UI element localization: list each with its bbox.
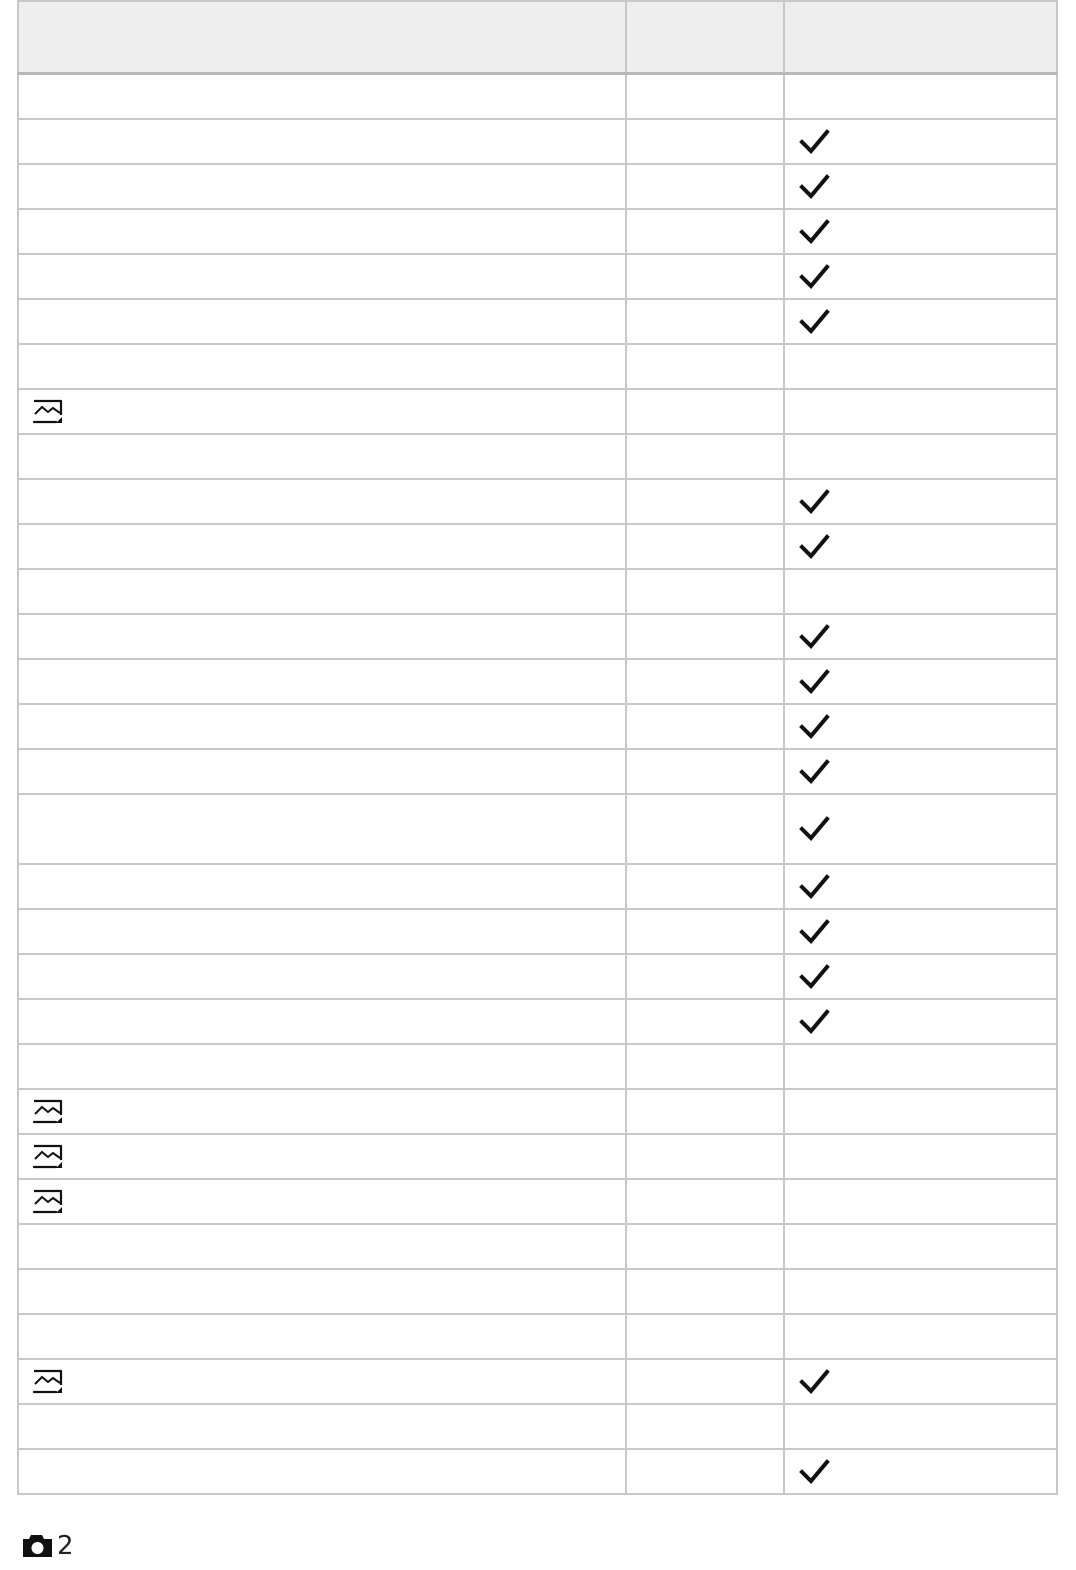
checkmark-icon	[799, 623, 831, 651]
table-row	[18, 614, 1057, 659]
setting-name-cell	[18, 1089, 626, 1134]
setting-name-cell	[18, 299, 626, 344]
table-row	[18, 1224, 1057, 1269]
checkmark-icon	[799, 263, 831, 291]
table-body	[18, 74, 1057, 1495]
check-cell	[784, 389, 1057, 434]
checkmark-icon	[799, 488, 831, 516]
table-row	[18, 1134, 1057, 1179]
check-cell	[784, 119, 1057, 164]
photo-edit-icon	[32, 1144, 64, 1170]
setting-name-cell	[18, 74, 626, 120]
photo-edit-icon	[32, 1189, 64, 1215]
check-cell	[784, 1089, 1057, 1134]
table-row	[18, 1179, 1057, 1224]
check-cell	[784, 1314, 1057, 1359]
value-cell	[626, 479, 784, 524]
setting-name-cell	[18, 1224, 626, 1269]
setting-name-cell	[18, 1134, 626, 1179]
checkmark-icon	[799, 668, 831, 696]
section-heading	[21, 1532, 74, 1560]
setting-name-cell	[18, 1044, 626, 1089]
value-cell	[626, 434, 784, 479]
setting-name-cell	[18, 389, 626, 434]
table-row	[18, 1269, 1057, 1314]
check-cell	[784, 1179, 1057, 1224]
table-row	[18, 864, 1057, 909]
setting-name-cell	[18, 1449, 626, 1494]
value-cell	[626, 254, 784, 299]
settings-table	[17, 0, 1058, 1495]
value-cell	[626, 954, 784, 999]
check-cell	[784, 794, 1057, 864]
check-cell	[784, 999, 1057, 1044]
value-cell	[626, 704, 784, 749]
value-cell	[626, 999, 784, 1044]
checkmark-icon	[799, 128, 831, 156]
value-cell	[626, 794, 784, 864]
setting-name-cell	[18, 569, 626, 614]
table-row	[18, 479, 1057, 524]
setting-name-cell	[18, 1179, 626, 1224]
table-row	[18, 999, 1057, 1044]
checkmark-icon	[799, 173, 831, 201]
value-cell	[626, 1269, 784, 1314]
check-cell	[784, 164, 1057, 209]
table-row	[18, 569, 1057, 614]
check-cell	[784, 614, 1057, 659]
value-cell	[626, 389, 784, 434]
setting-name-cell	[18, 524, 626, 569]
table-row	[18, 909, 1057, 954]
value-cell	[626, 1404, 784, 1449]
setting-name-cell	[18, 749, 626, 794]
table-row	[18, 254, 1057, 299]
photo-edit-icon	[32, 399, 64, 425]
check-cell	[784, 1134, 1057, 1179]
check-cell	[784, 524, 1057, 569]
check-cell	[784, 209, 1057, 254]
check-cell	[784, 569, 1057, 614]
check-cell	[784, 749, 1057, 794]
setting-name-cell	[18, 119, 626, 164]
setting-name-cell	[18, 1404, 626, 1449]
setting-name-cell	[18, 479, 626, 524]
value-cell	[626, 569, 784, 614]
table-row	[18, 1359, 1057, 1404]
setting-name-cell	[18, 794, 626, 864]
check-cell	[784, 1404, 1057, 1449]
setting-name-cell	[18, 864, 626, 909]
check-cell	[784, 1359, 1057, 1404]
value-cell	[626, 909, 784, 954]
table-row	[18, 119, 1057, 164]
table-row	[18, 749, 1057, 794]
table-row	[18, 74, 1057, 120]
setting-name-cell	[18, 254, 626, 299]
value-cell	[626, 1314, 784, 1359]
value-cell	[626, 74, 784, 120]
setting-name-cell	[18, 659, 626, 704]
check-cell	[784, 1449, 1057, 1494]
table-row	[18, 524, 1057, 569]
table-row	[18, 1044, 1057, 1089]
value-cell	[626, 524, 784, 569]
value-cell	[626, 164, 784, 209]
table-row	[18, 794, 1057, 864]
value-cell	[626, 614, 784, 659]
photo-edit-icon	[32, 1099, 64, 1125]
checkmark-icon	[799, 1458, 831, 1486]
value-cell	[626, 119, 784, 164]
camera-icon	[21, 1532, 55, 1560]
header-col-2	[626, 1, 784, 74]
setting-name-cell	[18, 1359, 626, 1404]
checkmark-icon	[799, 918, 831, 946]
check-cell	[784, 954, 1057, 999]
table-row	[18, 209, 1057, 254]
header-col-3	[784, 1, 1057, 74]
check-cell	[784, 864, 1057, 909]
checkmark-icon	[799, 713, 831, 741]
value-cell	[626, 344, 784, 389]
table-header-row	[18, 1, 1057, 74]
table-row	[18, 299, 1057, 344]
value-cell	[626, 1089, 784, 1134]
table-row	[18, 344, 1057, 389]
value-cell	[626, 659, 784, 704]
value-cell	[626, 1224, 784, 1269]
setting-name-cell	[18, 909, 626, 954]
table-row	[18, 954, 1057, 999]
setting-name-cell	[18, 704, 626, 749]
checkmark-icon	[799, 963, 831, 991]
value-cell	[626, 1359, 784, 1404]
check-cell	[784, 704, 1057, 749]
check-cell	[784, 1269, 1057, 1314]
setting-name-cell	[18, 164, 626, 209]
setting-name-cell	[18, 209, 626, 254]
table-row	[18, 164, 1057, 209]
header-col-1	[18, 1, 626, 74]
value-cell	[626, 1449, 784, 1494]
checkmark-icon	[799, 1368, 831, 1396]
value-cell	[626, 1134, 784, 1179]
value-cell	[626, 1044, 784, 1089]
check-cell	[784, 434, 1057, 479]
setting-name-cell	[18, 1269, 626, 1314]
check-cell	[784, 909, 1057, 954]
table-row	[18, 1314, 1057, 1359]
checkmark-icon	[799, 1008, 831, 1036]
table-row	[18, 389, 1057, 434]
table-row	[18, 1089, 1057, 1134]
check-cell	[784, 479, 1057, 524]
setting-name-cell	[18, 344, 626, 389]
checkmark-icon	[799, 758, 831, 786]
check-cell	[784, 344, 1057, 389]
table-row	[18, 704, 1057, 749]
table-row	[18, 1404, 1057, 1449]
checkmark-icon	[799, 873, 831, 901]
value-cell	[626, 209, 784, 254]
check-cell	[784, 1224, 1057, 1269]
setting-name-cell	[18, 1314, 626, 1359]
setting-name-cell	[18, 954, 626, 999]
section-number: 2	[57, 1531, 74, 1561]
checkmark-icon	[799, 218, 831, 246]
value-cell	[626, 749, 784, 794]
value-cell	[626, 1179, 784, 1224]
checkmark-icon	[799, 308, 831, 336]
check-cell	[784, 74, 1057, 120]
check-cell	[784, 659, 1057, 704]
photo-edit-icon	[32, 1369, 64, 1395]
table-row	[18, 659, 1057, 704]
value-cell	[626, 299, 784, 344]
setting-name-cell	[18, 434, 626, 479]
check-cell	[784, 254, 1057, 299]
checkmark-icon	[799, 533, 831, 561]
value-cell	[626, 864, 784, 909]
table-row	[18, 1449, 1057, 1494]
check-cell	[784, 299, 1057, 344]
checkmark-icon	[799, 815, 831, 843]
setting-name-cell	[18, 614, 626, 659]
setting-name-cell	[18, 999, 626, 1044]
table-row	[18, 434, 1057, 479]
check-cell	[784, 1044, 1057, 1089]
